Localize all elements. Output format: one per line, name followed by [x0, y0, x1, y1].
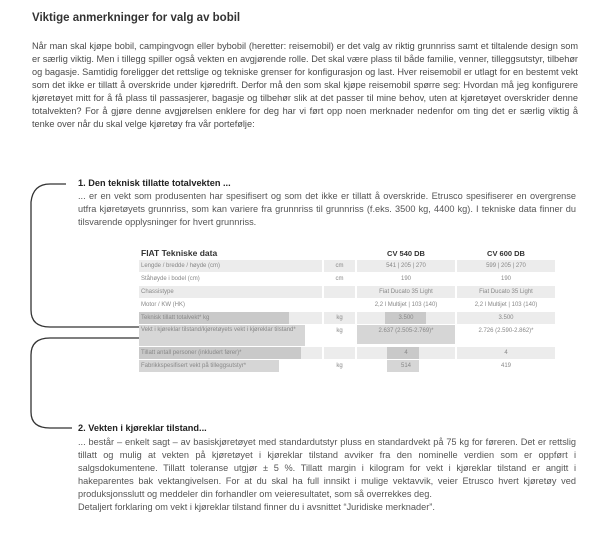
section-2-body-wrap — [78, 436, 576, 514]
intro-paragraph: Når man skal kjøpe bobil, campingvogn eller bybobil (heretter: reisemobil) er det valg av riktig grunnriss samt et tiltalende design som er særlig viktig. Men i tillegg spiller også vekten en avgjørende rolle. Det skal være plass til både familie, venner, tilleggsutstyr, tilbehør og bagasje. Samtidig foreligger det rettslige og tekniske grenser for konfigurasjon og last. Hver reisemobil er utlagt for en bestemt vekt som det ikke er tillatt å overskride under kjøredrift. Derfor må den som skal kjøpe reisemobil spørre seg: Hvordan må jeg konfigurere kjøretøyet mitt for å få plass til passasjerer, bagasje og tilbehør slik at det passer til mine behov, uten at kjøretøyet overskrider denne totalvekten? For å gjøre denne avgjørelsen enklere for deg har vi ført opp noen merknader nedenfor om ting det er særlig viktig å tenke over når du skal velge kjøretøy fra vår portefølje: — [32, 41, 578, 129]
row-value-cv600: 599 | 205 | 270 — [457, 260, 555, 272]
row-value-cv540: Fiat Ducato 35 Light — [357, 286, 455, 298]
table-title: FIAT Tekniske data — [141, 248, 218, 258]
section-1-heading: 1. Den teknisk tillatte totalvekten ... — [78, 178, 231, 188]
table-row — [139, 260, 555, 272]
row-unit — [324, 347, 355, 359]
table-row — [139, 325, 555, 346]
column-header-cv600: CV 600 DB — [487, 249, 525, 258]
section-2-body: ... består – enkelt sagt – av basiskjøretøyet med standardutstyr pluss en standardvekt på 75 kg for føreren. Det er rettslig tillatt og mulig at vekten på kjøretøyet i kjøreklar tilstand avviker fra den nominelle verdien som er oppført i salgsdokumentene. Tillatt toleranse utgjør ± 5 %. Tillatt margin i kilogram for vekt i kjøreklar tilstand er angitt i hakeparentes bak vektangivelsen. For at du skal ha full innsikt i mulige vektavvik, veier Etrusco hvert kjøretøy ved produksjonsslutt og meddeler din forhandler om veieresultatet, som så overrekkes deg. — [78, 437, 576, 499]
row-unit — [324, 286, 355, 298]
row-unit: kg — [336, 328, 343, 334]
row-value-cv540: 3.500 — [357, 312, 455, 324]
table-row — [139, 360, 555, 372]
section-2-footer: Detaljert forklaring om vekt i kjøreklar tilstand finner du i avsnittet “Juridiske merknader”. — [78, 502, 435, 512]
row-value-cv540: 4 — [357, 347, 455, 359]
row-unit — [324, 299, 355, 311]
row-value-cv600: 190 — [500, 276, 511, 282]
row-value-cv540: 514 — [357, 360, 455, 372]
row-value-cv600: 4 — [457, 347, 555, 359]
row-value-cv600: 3.500 — [457, 312, 555, 324]
row-unit: cm — [335, 276, 344, 282]
row-value-cv600: 419 — [500, 363, 511, 369]
row-value-cv540: 190 — [400, 276, 411, 282]
section-1-body: ... er en vekt som produsenten har spesifisert og som det ikke er tillatt å overskride. Etrusco spesifiserer en overgrense utfra kjøretøyets grunnriss, som kan variere fra grunnriss til grunnriss (f.eks. 3500 kg, 4400 kg). I tekniske data finner du tilsvarende opplysninger for hvert grunnriss. — [78, 191, 576, 227]
row-value-cv600: Fiat Ducato 35 Light — [457, 286, 555, 298]
row-label: Vekt i kjøreklar tilstand/kjøretøyets vekt i kjøreklar tilstand* — [139, 325, 305, 346]
table-row — [139, 286, 555, 298]
table-row — [139, 312, 555, 324]
row-unit: kg — [324, 312, 355, 324]
row-unit: cm — [324, 260, 355, 272]
row-value-cv600: 2,2 l Multijet | 103 (140) — [474, 302, 538, 308]
bracket-section-2 — [31, 338, 140, 428]
row-unit: kg — [336, 363, 343, 369]
row-label: Tillatt antall personer (inkludert fører)* — [139, 347, 322, 359]
page-title: Viktige anmerkninger for valg av bobil — [32, 12, 241, 24]
row-label: Chassistype — [139, 286, 322, 298]
table-row — [139, 273, 555, 285]
table-row — [139, 299, 555, 311]
row-value-cv540: 2,2 l Multijet | 103 (140) — [374, 302, 438, 308]
row-value-cv540: 541 | 205 | 270 — [357, 260, 455, 272]
table-row — [139, 347, 555, 359]
column-header-cv540: CV 540 DB — [387, 249, 425, 258]
row-value-cv600: 2.726 (2.590-2.862)* — [478, 328, 534, 334]
row-label: Ståhøyde i bodel (cm) — [141, 276, 200, 282]
row-label: Motor / KW (HK) — [141, 302, 186, 308]
row-label: Teknisk tillatt totalvekt* kg — [139, 312, 322, 324]
row-value-cv540: 2.637 (2.505-2.769)* — [357, 325, 455, 344]
row-label: Lengde / bredde / høyde (cm) — [139, 260, 322, 272]
row-label: Fabrikkspesifisert vekt på tilleggsutstyr* — [139, 360, 279, 372]
section-2-heading: 2. Vekten i kjøreklar tilstand... — [78, 423, 207, 433]
